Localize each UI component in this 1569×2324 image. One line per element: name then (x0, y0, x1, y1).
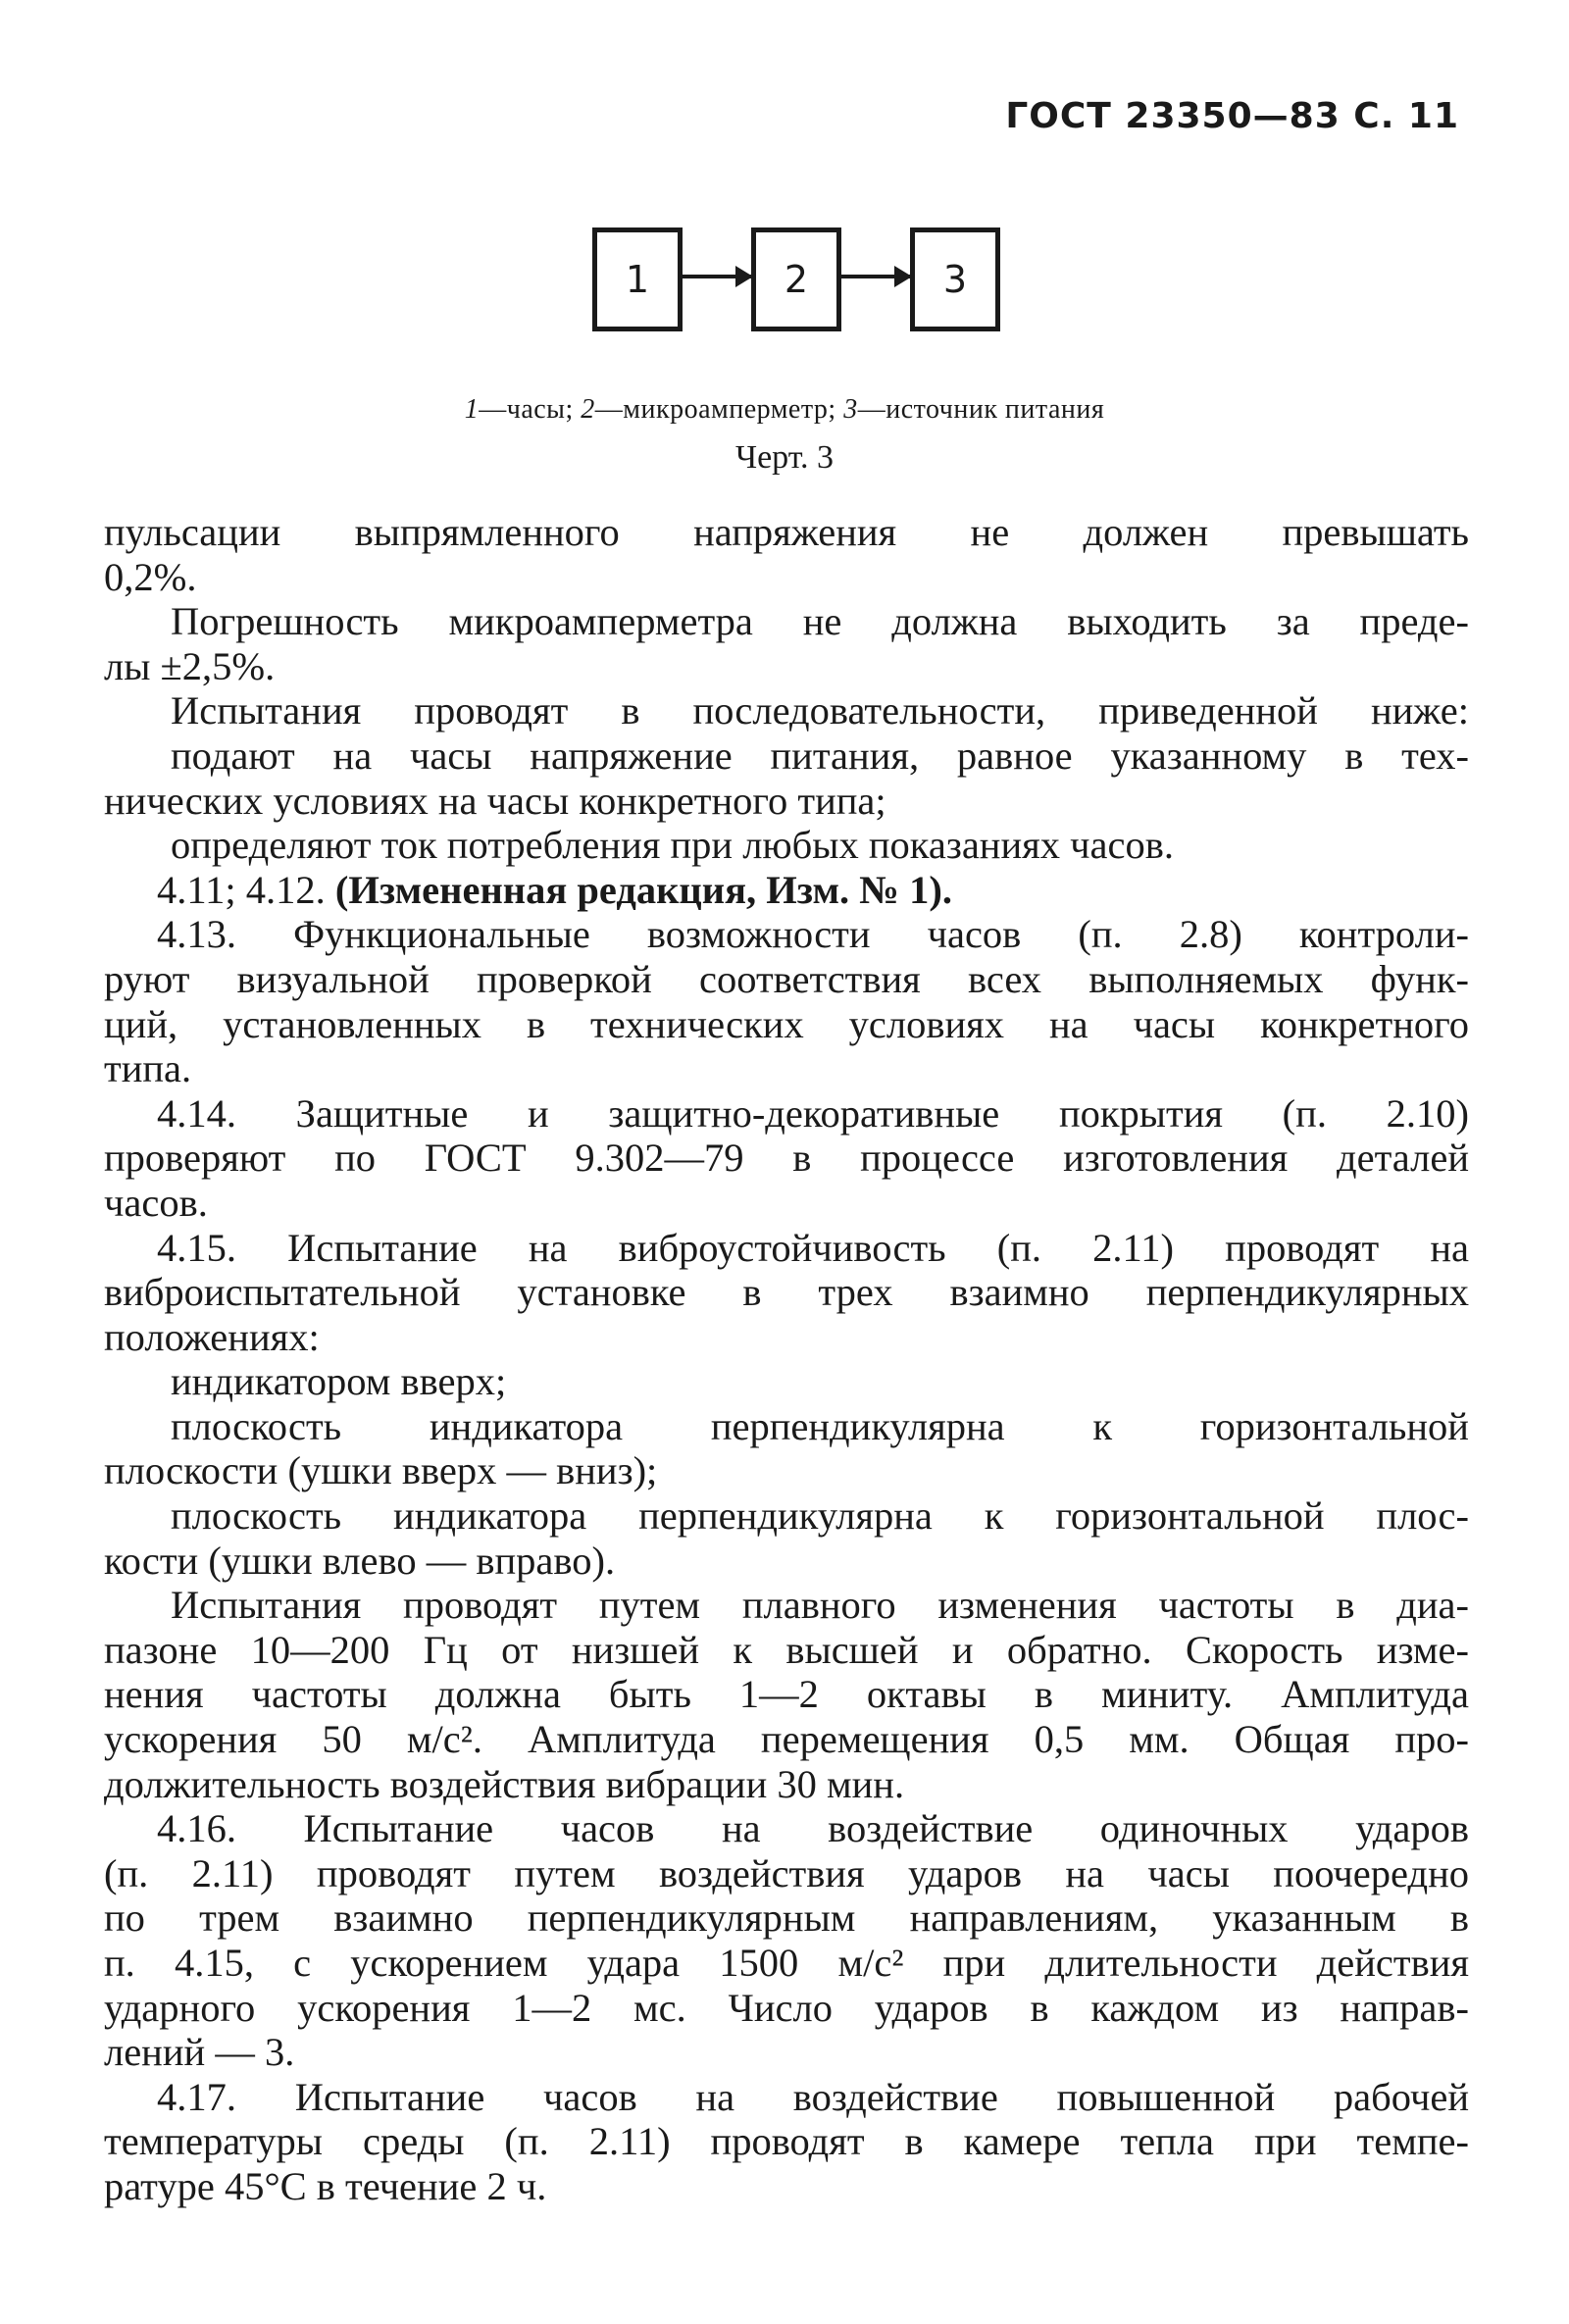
arrow-1-to-2 (683, 275, 751, 278)
text-line (104, 1851, 1469, 1896)
text-line-content: ратуре 45°С в течение 2 ч. (104, 2163, 547, 2208)
text-line (104, 1986, 1469, 2031)
text-line-content: пульсации выпрямленного напряжения не должен превышать (104, 510, 1469, 554)
text-line-content: плоскости (ушки вверх — вниз); (104, 1448, 658, 1493)
text-line (104, 688, 1469, 733)
text-line-content: подают на часы напряжение питания, равное указанному в тех- (171, 733, 1469, 778)
caption-num-1: 1 (464, 394, 480, 425)
text-line-content: проверяют по ГОСТ 9.302—79 в процессе изготовления деталей (104, 1136, 1469, 1181)
arrow-2-to-3 (841, 275, 910, 278)
text-line (104, 644, 1469, 689)
text-line-content: п. 4.15, с ускорением удара 1500 м/с² при длительности действия (104, 1941, 1469, 1985)
text-line (104, 2119, 1469, 2164)
text-line-content: ций, установленных в технических условиях на часы конкретного (104, 1001, 1469, 1046)
text-line (104, 1672, 1469, 1717)
caption-text-2: —микроамперметр; (594, 394, 844, 425)
text-line-content: лений — 3. (104, 2030, 295, 2075)
text-line (104, 1359, 1469, 1404)
text-line (104, 1583, 1469, 1628)
text-line-content: плоскость индикатора перпендикулярна к горизонтальной плос- (171, 1493, 1469, 1539)
text-line (104, 510, 1469, 555)
text-line (104, 1717, 1469, 1762)
text-line (104, 2030, 1469, 2075)
caption-text-3: —источник питания (857, 394, 1105, 425)
text-line-content: по трем взаимно перпендикулярным направлениям, указанным в (104, 1895, 1469, 1941)
text-line (104, 2164, 1469, 2209)
text-line-content: виброиспытательной установке в трех взаимно перпендикулярных (104, 1270, 1469, 1315)
text-line-content: Погрешность микроамперметра не должна выходить за преде- (171, 599, 1469, 644)
figure-label: Черт. 3 (734, 439, 835, 476)
text-line (104, 1404, 1469, 1449)
text-line (104, 868, 1469, 913)
text-line-content: Испытания проводят в последовательности, приведенной ниже: (171, 688, 1469, 733)
text-line-content: ударного ускорения 1—2 мс. Число ударов в каждом из направ- (104, 1985, 1469, 2030)
text-line (104, 1762, 1469, 1807)
text-line-content: должительность воздействия вибрации 30 мин. (104, 1761, 905, 1806)
text-line (104, 957, 1469, 1002)
text-line (104, 2075, 1469, 2120)
text-line (104, 1315, 1469, 1360)
text-line (104, 1002, 1469, 1047)
text-line-content: индикатором вверх; (171, 1359, 507, 1404)
text-line-content: пазоне 10—200 Гц от низшей к высшей и обратно. Скорость изме- (104, 1627, 1469, 1672)
text-line (104, 1226, 1469, 1271)
text-line (104, 1046, 1469, 1091)
text-line-content: плоскость индикатора перпендикулярна к горизонтальной (171, 1403, 1469, 1448)
caption-num-2: 2 (581, 394, 595, 425)
page-header: ГОСТ 23350—83 С. 11 (1005, 96, 1459, 136)
text-line-content: кости (ушки влево — вправо). (104, 1538, 616, 1583)
text-line (104, 1941, 1469, 1986)
text-line (104, 599, 1469, 644)
text-line-content: нения частоты должна быть 1—2 октавы в миниту. Амплитуда (104, 1672, 1469, 1717)
text-line-content: температуры среды (п. 2.11) проводят в камере тепла при темпе- (104, 2119, 1469, 2164)
text-line-content: 4.11; 4.12. (157, 867, 335, 912)
body-text (104, 510, 1469, 2209)
caption-text-1: —часы; (479, 394, 582, 425)
block-2: 2 (751, 227, 841, 331)
text-line-content: Испытания проводят путем плавного изменения частоты в диа- (171, 1583, 1469, 1628)
caption-num-3: 3 (843, 394, 858, 425)
text-line (104, 912, 1469, 957)
text-line-content: 4.17. Испытание часов на воздействие повышенной рабочей (157, 2074, 1469, 2119)
text-line-content: 4.14. Защитные и защитно-декоративные покрытия (п. 2.10) (157, 1090, 1469, 1136)
text-line-content: 4.15. Испытание на виброустойчивость (п. 2.11) проводят на (157, 1225, 1469, 1270)
text-line (104, 1091, 1469, 1137)
amendment-note: (Измененная редакция, Изм. № 1). (334, 867, 952, 912)
text-line (104, 1136, 1469, 1181)
block-1: 1 (592, 227, 683, 331)
text-line (104, 823, 1469, 868)
text-line-content: 4.13. Функциональные возможности часов (п. 2.8) контроли- (157, 912, 1469, 957)
text-line (104, 1895, 1469, 1941)
block-diagram (592, 227, 1008, 333)
text-line (104, 1539, 1469, 1584)
text-line (104, 1270, 1469, 1315)
figure-caption (0, 394, 1569, 426)
text-line-content: нических условиях на часы конкретного типа; (104, 778, 886, 823)
text-line-content: типа. (104, 1046, 192, 1091)
text-line-content: часов. (104, 1180, 208, 1225)
text-line (104, 779, 1469, 824)
text-line-content: положениях: (104, 1314, 320, 1359)
text-line (104, 1628, 1469, 1673)
text-line-content: ускорения 50 м/с². Амплитуда перемещения 0,5 мм. Общая про- (104, 1717, 1469, 1762)
block-3: 3 (910, 227, 1000, 331)
text-line-content: 4.16. Испытание часов на воздействие одиночных ударов (157, 1806, 1469, 1851)
text-line (104, 1493, 1469, 1539)
text-line-content: руют визуальной проверкой соответствия всех выполняемых функ- (104, 956, 1469, 1001)
text-line-content: 0,2%. (104, 554, 197, 599)
text-line (104, 1806, 1469, 1851)
text-line-content: (п. 2.11) проводят путем воздействия ударов на часы поочередно (104, 1850, 1469, 1895)
text-line-content: лы ±2,5%. (104, 643, 276, 688)
text-line (104, 1448, 1469, 1493)
text-line-content: определяют ток потребления при любых показаниях часов. (171, 823, 1174, 868)
text-line (104, 1181, 1469, 1226)
text-line (104, 733, 1469, 779)
text-line (104, 555, 1469, 600)
